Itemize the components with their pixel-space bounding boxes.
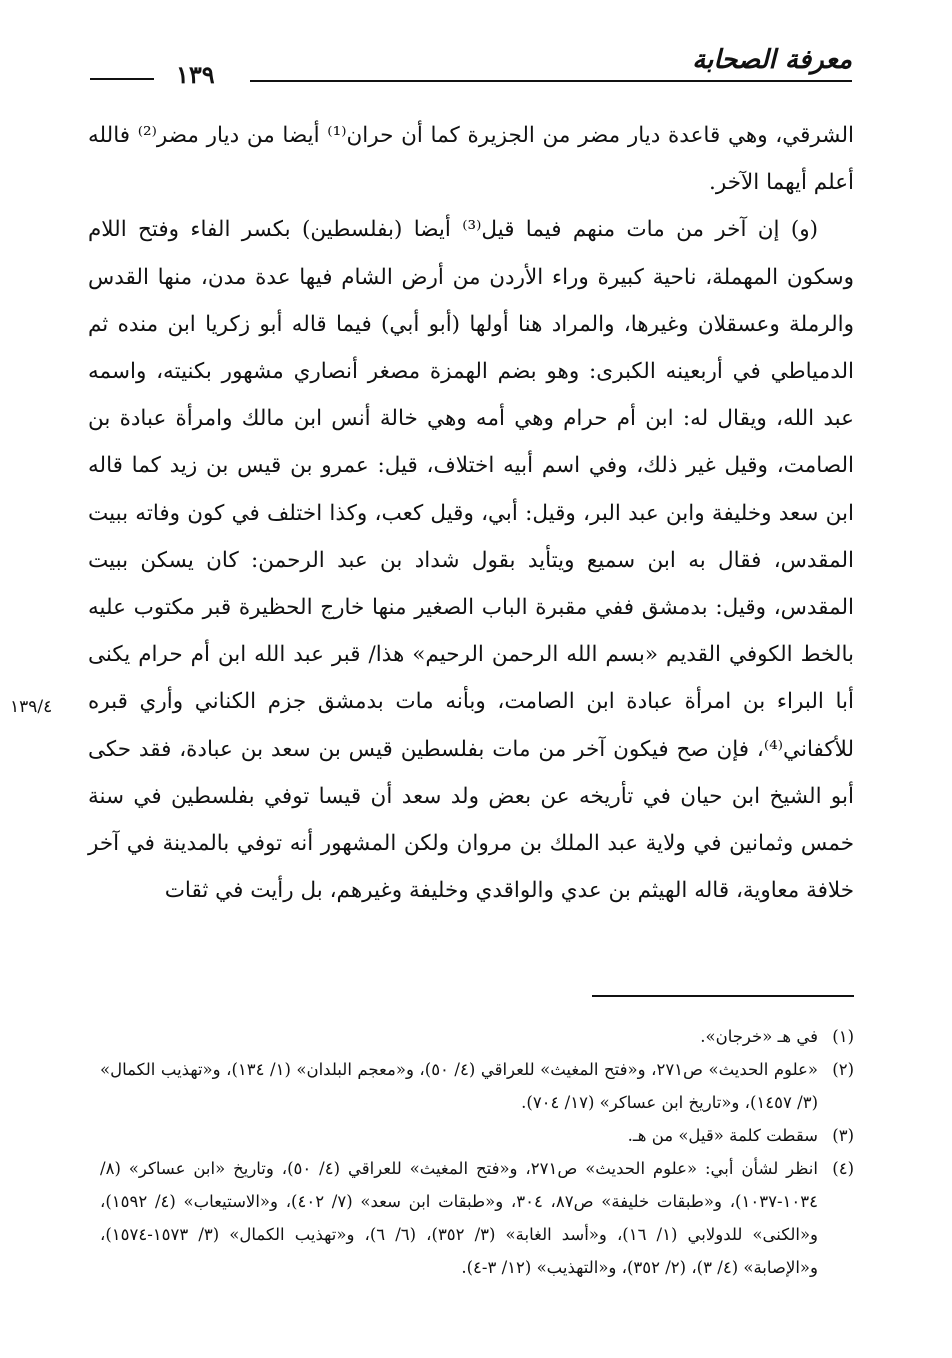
main-text <box>88 112 854 914</box>
footnote-text: «علوم الحديث» ص٢٧١، و«فتح المغيث» للعراقي (٤/ ٥٠)، و«معجم البلدان» (١/ ١٣٤)، و«تهذيب الكمال» (٣/ ١٤٥٧)، و«تاريخ ابن عساكر» (١٧/ ٧٠٤). <box>100 1060 818 1112</box>
footnote-number: (٤) <box>832 1159 854 1178</box>
footnote-separator <box>592 995 854 997</box>
footnote-text: في هـ «خرجان». <box>700 1027 818 1046</box>
page-number: ١٣٩ <box>176 60 215 89</box>
paragraph: (و) إن آخر من مات منهم فيما قيل⁽³⁾ أيضا (بفلسطين) بكسر الفاء وفتح اللام وسكون المهملة، ناحية كبيرة وراء الأردن من أرض الشام فيها عدة مدن، منها القدس والرملة وعسقلان وغيرها، والمراد هنا أولها (أبو أبي) فيما قاله أبو زكريا ابن منده ثم الدمياطي في أربعينه الكبرى: وهو بضم الهمزة مصغر أنصاري مشهور بكنيته، واسمه عبد الله، ويقال له: ابن أم حرام وهي أمه وهي خالة أنس ابن مالك وامرأة عبادة بن الصامت، وقيل غير ذلك، وفي اسم أبيه اختلاف، قيل: عمرو بن قيس بن زيد كما قاله ابن سعد وخليفة وابن عبد البر، وقيل: أبي، وقيل كعب، وكذا اختلف في كون وفاته ببيت المقدس، فقال به ابن سميع ويتأيد بقول شداد بن عبد الرحمن: كان يسكن ببيت المقدس، وقيل: بدمشق ففي مقبرة الباب الصغير منها خارج الحظيرة قبر مكتوب عليه بالخط الكوفي القديم «بسم الله الرحمن الرحيم» هذا/ قبر عبد الله ابن أم حرام يكنى أبا البراء بن امرأة عبادة ابن الصامت، وبأنه مات بدمشق جزم الكناني وأري قبره للأكفاني⁽⁴⁾، فإن صح فيكون آخر من مات بفلسطين قيس بن سعد بن عبادة، فقد حكى أبو الشيخ ابن حيان في تأريخه عن بعض ولد سعد أن قيسا توفي بفلسطين في سنة خمس وثمانين في ولاية عبد الملك بن مروان ولكن المشهور أنه توفي بالمدينة في آخر خلافة معاوية، قاله الهيثم بن عدي والواقدي وخليفة وغيرهم، بل رأيت في ثقات <box>88 217 854 904</box>
running-title: معرفة الصحابة <box>692 45 852 75</box>
footnote-number: (٢) <box>832 1060 854 1079</box>
footnote <box>100 1152 854 1284</box>
paragraph: الشرقي، وهي قاعدة ديار مضر من الجزيرة كما أن حران⁽¹⁾ أيضا من ديار مضر⁽²⁾ فالله أعلم أيهما الآخر. <box>88 123 855 196</box>
footnote <box>100 1053 854 1119</box>
header-rule-right <box>250 80 852 82</box>
footnotes <box>100 1020 854 1284</box>
footnote-number: (٣) <box>832 1126 854 1145</box>
page-header <box>90 44 852 92</box>
margin-reference: ١٣٩/٤ <box>10 697 53 717</box>
footnote-number: (١) <box>832 1027 854 1046</box>
footnote <box>100 1020 854 1053</box>
footnote-text: انظر لشأن أبي: «علوم الحديث» ص٢٧١، و«فتح المغيث» للعراقي (٤/ ٥٠)، وتاريخ «ابن عساكر» (٨/ ١٠٣٤-١٠٣٧)، و«طبقات خليفة» ص٨٧، ٣٠٤، و«طبقات ابن سعد» (٧/ ٤٠٢)، و«الاستيعاب» (٤/ ١٥٩٢)، و«الكنى» للدولابي (١/ ١٦)، و«أسد الغابة» (٣/ ٣٥٢)، (٦/ ٦)، و«تهذيب الكمال» (٣/ ١٥٧٣-١٥٧٤)، و«الإصابة» (٤/ ٣)، (٢/ ٣٥٢)، و«التهذيب» (١٢/ ٣-٤). <box>100 1159 819 1277</box>
footnote-text: سقطت كلمة «قيل» من هـ. <box>627 1126 818 1145</box>
header-rule-left <box>90 78 154 80</box>
footnote <box>100 1119 854 1152</box>
